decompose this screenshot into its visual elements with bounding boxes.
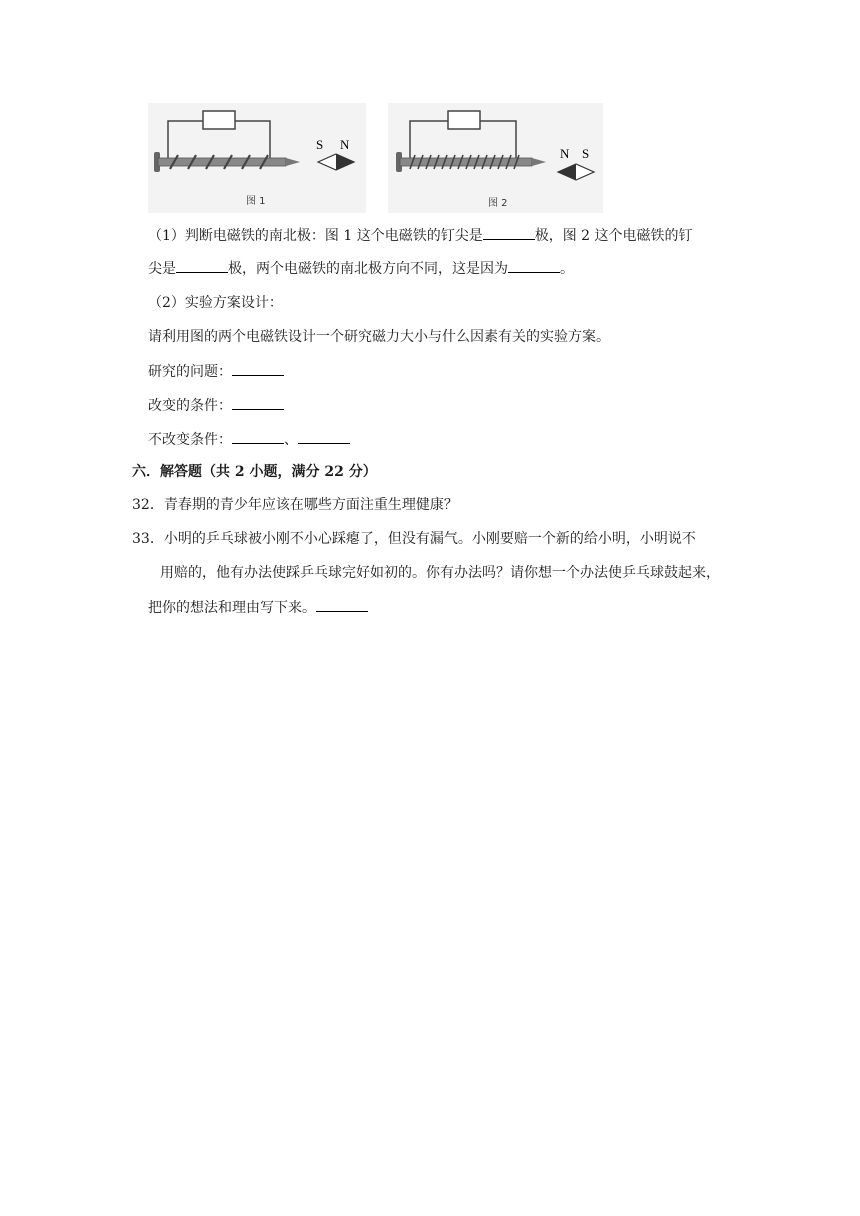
question-number: 32． (132, 497, 164, 513)
figure-2 (388, 103, 603, 213)
answer-blank[interactable] (176, 258, 228, 273)
battery-icon (203, 111, 235, 129)
q31-part1-line1 (148, 225, 693, 246)
q31-text: 极，两个电磁铁的南北极方向不同，这是因为 (228, 261, 508, 277)
section-heading: 六．解答题（共 2 小题，满分 22 分） (132, 464, 377, 480)
q31-text: （1）判断电磁铁的南北极：图 1 这个电磁铁的钉尖是 (148, 228, 483, 244)
fig1-pole-right: N (340, 137, 350, 152)
battery-icon (448, 111, 480, 129)
fig1-pole-left: S (316, 137, 324, 152)
question-33-line1 (132, 529, 696, 549)
q31-research-question (148, 361, 284, 382)
q31-changed-condition (148, 395, 284, 416)
question-text: 小明的乒乓球被小刚不小心踩瘪了，但没有漏气。小刚要赔一个新的给小明，小明说不 (163, 531, 696, 547)
separator: 、 (284, 432, 298, 448)
question-32 (132, 495, 458, 515)
q31-text: 。 (560, 261, 574, 277)
q31-unchanged-condition (148, 429, 350, 450)
answer-blank[interactable] (232, 395, 284, 410)
fig2-caption: 图 2 (488, 198, 508, 209)
field-label: 改变的条件： (148, 398, 232, 414)
q31-instruction: 请利用图的两个电磁铁设计一个研究磁力大小与什么因素有关的实验方案。 (148, 329, 610, 345)
answer-blank[interactable] (298, 429, 350, 444)
figure-1 (148, 103, 366, 213)
figure-row (148, 103, 603, 213)
answer-blank[interactable] (232, 361, 284, 376)
question-text: 把你的想法和理由写下来。 (148, 600, 316, 616)
field-label: 不改变条件： (148, 432, 232, 448)
fig2-pole-left: N (560, 146, 570, 161)
answer-blank[interactable] (483, 225, 535, 240)
field-label: 研究的问题： (148, 364, 232, 380)
q31-part2: （2）实验方案设计： (148, 295, 283, 311)
q31-text: 尖是 (148, 261, 176, 277)
fig1-caption: 图 1 (246, 196, 266, 207)
q31-text: 极，图 2 这个电磁铁的钉 (534, 228, 693, 244)
answer-blank[interactable] (316, 597, 368, 612)
question-text: 青春期的青少年应该在哪些方面注重生理健康？ (163, 497, 458, 513)
question-33-line2: 用赔的，他有办法使踩乒乓球完好如初的。你有办法吗？请你想一个办法使乒乓球鼓起来， (160, 565, 720, 581)
answer-blank[interactable] (232, 429, 284, 444)
question-number: 33． (132, 531, 164, 547)
question-33-line3 (148, 597, 368, 618)
q31-part1-line2 (148, 258, 574, 279)
answer-blank[interactable] (508, 258, 560, 273)
fig2-pole-right: S (582, 146, 590, 161)
